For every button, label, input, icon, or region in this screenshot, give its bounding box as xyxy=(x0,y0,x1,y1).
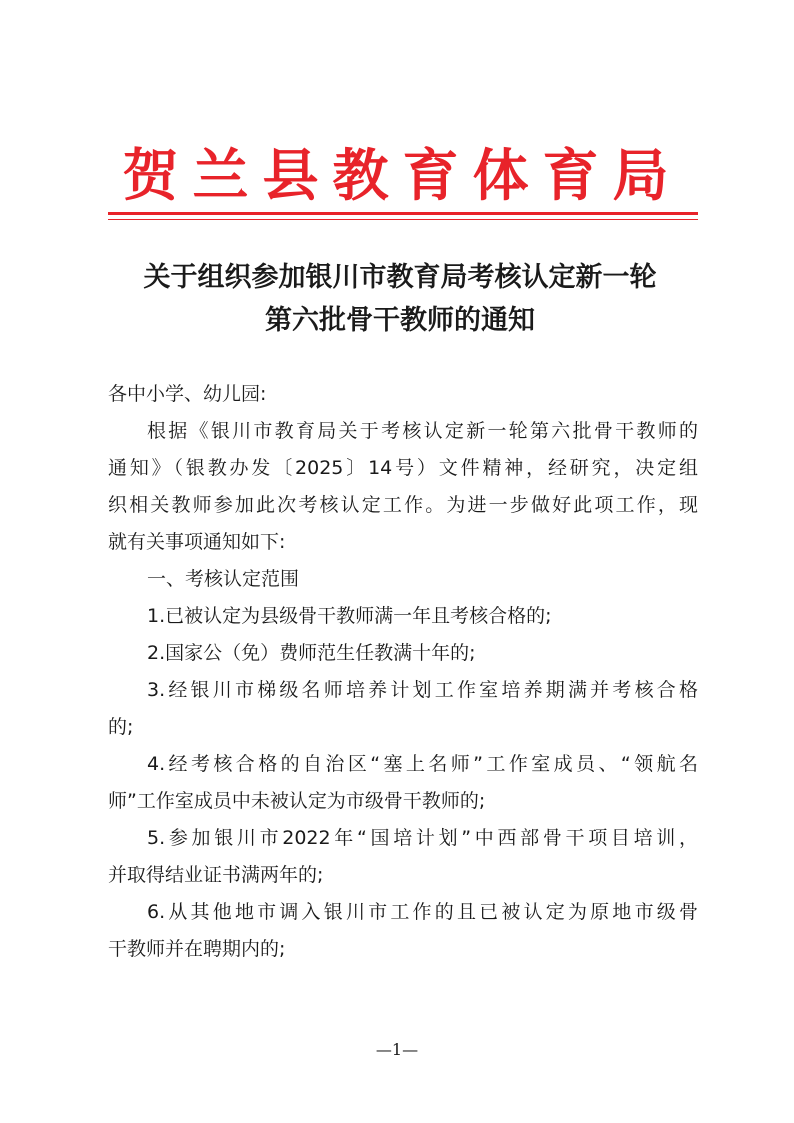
salutation: 各中小学、幼儿园: xyxy=(108,383,267,405)
letterhead-org-name: 贺兰县教育体育局 xyxy=(122,143,683,209)
scope-item-3-line-2: 的; xyxy=(108,716,134,738)
scope-item-1: 1.已被认定为县级骨干教师满一年且考核合格的; xyxy=(147,605,552,627)
scope-item-6-line-2: 干教师并在聘期内的; xyxy=(108,938,286,960)
document-title-line-2: 第六批骨干教师的通知 xyxy=(265,305,535,336)
intro-line-2: 通知》（银教办发〔2025〕14号）文件精神，经研究，决定组 xyxy=(108,457,698,479)
scope-item-3-line-1: 3.经银川市梯级名师培养计划工作室培养期满并考核合格 xyxy=(147,679,698,701)
scope-item-2: 2.国家公（免）费师范生任教满十年的; xyxy=(147,642,476,664)
intro-line-1: 根据《银川市教育局关于考核认定新一轮第六批骨干教师的 xyxy=(147,420,698,442)
scope-item-5-line-1: 5.参加银川市2022年“国培计划”中西部骨干项目培训， xyxy=(147,827,698,849)
letterhead-red-rule-thin xyxy=(108,219,698,220)
intro-line-3: 织相关教师参加此次考核认定工作。为进一步做好此项工作，现 xyxy=(108,494,698,516)
intro-line-4: 就有关事项通知如下: xyxy=(108,531,286,553)
letterhead-red-rule-thick xyxy=(108,212,698,215)
scope-item-6-line-1: 6.从其他地市调入银川市工作的且已被认定为原地市级骨 xyxy=(147,901,698,923)
scope-item-5-line-2: 并取得结业证书满两年的; xyxy=(108,864,324,886)
scope-item-4-line-2: 师”工作室成员中未被认定为市级骨干教师的; xyxy=(108,790,486,812)
document-title-line-1: 关于组织参加银川市教育局考核认定新一轮 xyxy=(143,262,657,293)
page-number: —1— xyxy=(375,1040,419,1059)
scope-item-4-line-1: 4.经考核合格的自治区“塞上名师”工作室成员、“领航名 xyxy=(147,753,698,775)
section-heading-scope: 一、考核认定范围 xyxy=(147,568,300,590)
